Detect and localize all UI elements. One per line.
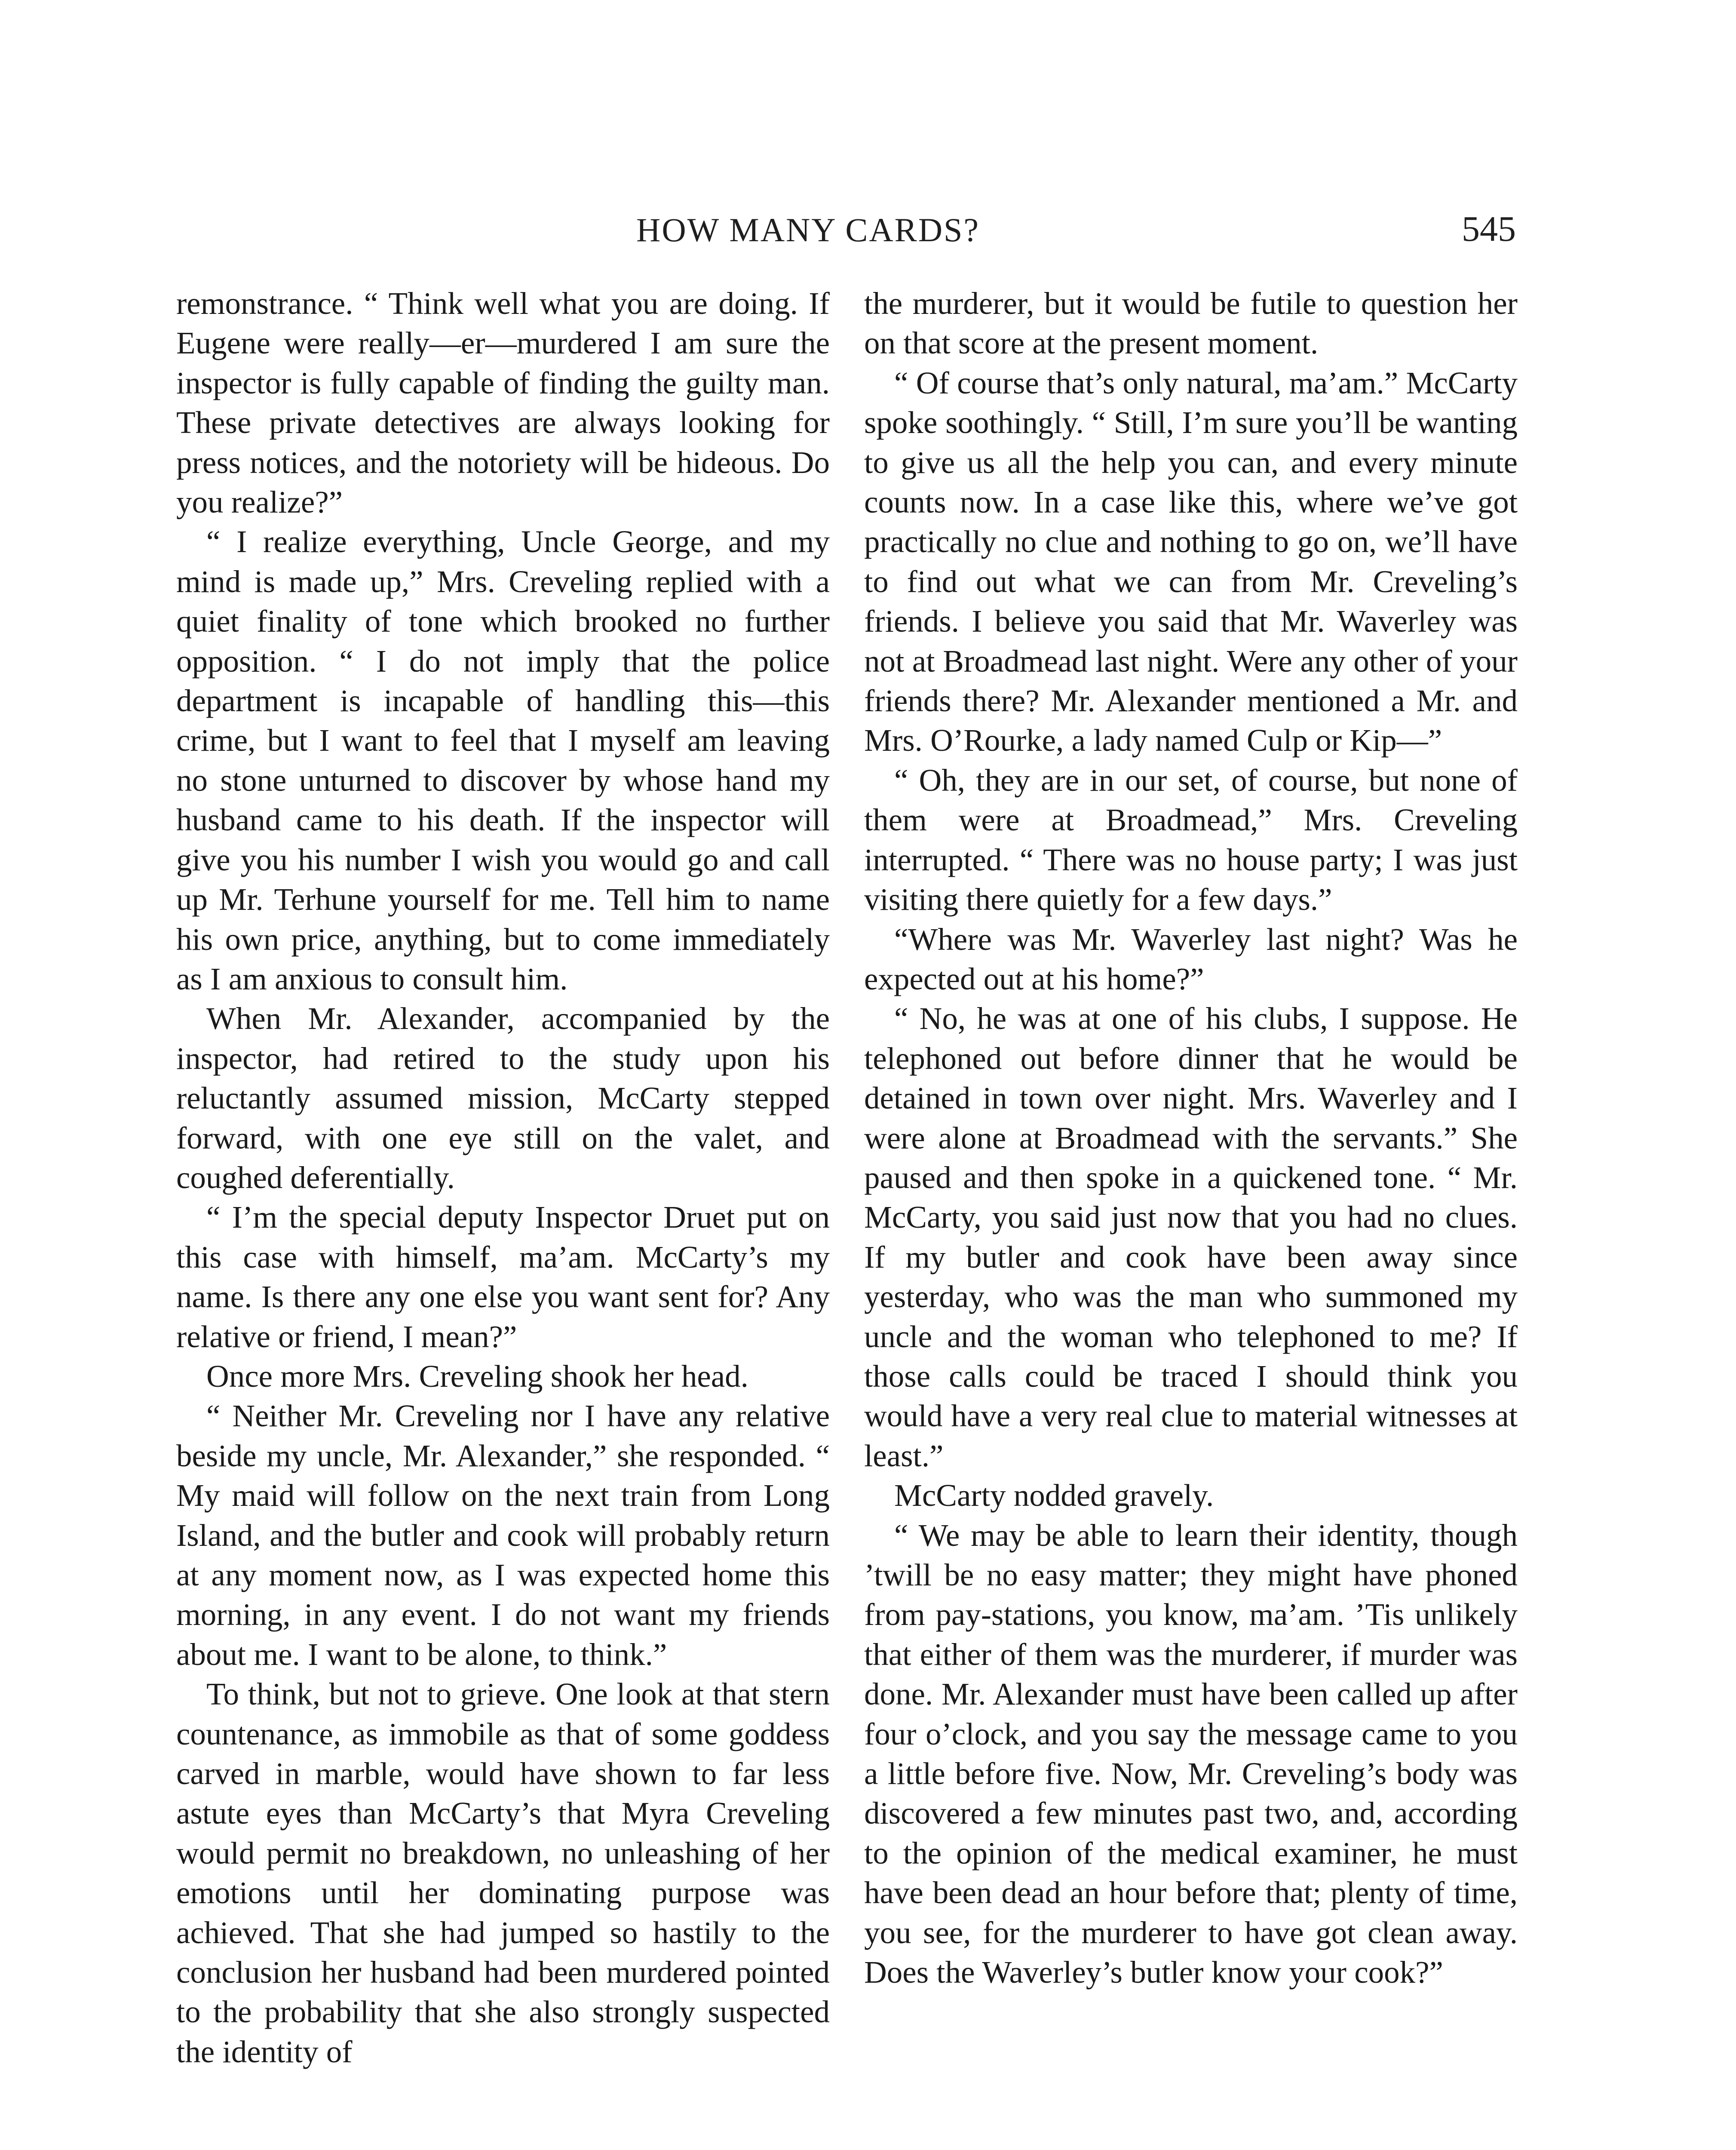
paragraph: the murderer, but it would be futile to question her on that score at the present moment. <box>864 286 1518 361</box>
paragraph: remonstrance. “ Think well what you are doing. If Eugene were really—er—murdered I am sure the inspector is fully capable of finding the guilty man. These private detectives are always looking for press notices, and the notoriety will be hideous. Do you realize?” <box>176 286 830 520</box>
paragraph: “ No, he was at one of his clubs, I suppose. He telephoned out before dinner that he would be detained in town over night. Mrs. Waverley and I were alone at Broadmead with the servants.” She paused and then spoke in a quickened tone. “ Mr. McCarty, you said just now that you had no clues. If my butler and cook have been away since yesterday, who was the man who summoned my uncle and the woman who telephoned to me? If those calls could be traced I should think you would have a very real clue to material witnesses at least.” <box>864 1001 1518 1473</box>
paragraph: When Mr. Alexander, accompanied by the inspector, had retired to the study upon his reluctantly assumed mission, McCarty stepped forward, with one eye still on the valet, and coughed deferentially. <box>176 1001 830 1195</box>
paragraph: “ Of course that’s only natural, ma’am.” McCarty spoke soothingly. “ Still, I’m sure you’ll be wanting to give us all the help you can, and every minute counts now. In a case like this, where we’ve got practically no clue and nothing to go on, we’ll have to find out what we can from Mr. Creveling’s friends. I believe you said that Mr. Waverley was not at Broadmead last night. Were any other of your friends there? Mr. Alexander mentioned a Mr. and Mrs. O’Rourke, a lady named Culp or Kip—” <box>864 365 1518 758</box>
paragraph: “Where was Mr. Waverley last night? Was he expected out at his home?” <box>864 921 1518 996</box>
paragraph: “ We may be able to learn their identity, though ’twill be no easy matter; they might have phoned from pay-stations, you know, ma’am. ’Tis unlikely that either of them was the murderer, if murder was done. Mr. Alexander must have been called up after four o’clock, and you say the message came to you a little before five. Now, Mr. Creveling’s body was discovered a few minutes past two, and, according to the opinion of the medical examiner, he must have been dead an hour before that; plenty of time, you see, for the murderer to have got clean away. Does the Waverley’s butler know your cook?” <box>864 1517 1518 1990</box>
paragraph: McCarty nodded gravely. <box>894 1478 1214 1513</box>
paragraph: Once more Mrs. Creveling shook her head. <box>206 1358 748 1394</box>
paragraph: “ I’m the special deputy Inspector Druet put on this case with himself, ma’am. McCarty’s my name. Is there any one else you want sent for? Any relative or friend, I mean?” <box>176 1200 830 1354</box>
page-number: 545 <box>1462 209 1516 249</box>
paragraph: To think, but not to grieve. One look at that stern countenance, as immobile as that of some goddess carved in marble, would have shown to far less astute eyes than McCarty’s that Myra Creveling would permit no breakdown, no unleashing of her emotions until her dominating purpose was achieved. That she had jumped so hastily to the conclusion her husband had been murdered pointed to the probability that she also strongly suspected the identity of <box>176 1677 830 2069</box>
right-column <box>864 284 1518 1992</box>
paragraph: “ I realize everything, Uncle George, and my mind is made up,” Mrs. Creveling replied with a quiet finality of tone which brooked no further opposition. “ I do not imply that the police department is incapable of handling this—this crime, but I want to feel that I myself am leaving no stone unturned to discover by whose hand my husband came to his death. If the inspector will give you his number I wish you would go and call up Mr. Terhune yourself for me. Tell him to name his own price, anything, but to come immediately as I am anxious to consult him. <box>176 524 830 996</box>
paragraph: “ Neither Mr. Creveling nor I have any relative beside my uncle, Mr. Alexander,” she responded. “ My maid will follow on the next train from Long Island, and the butler and cook will probably return at any moment now, as I was expected home this morning, in any event. I do not want my friends about me. I want to be alone, to think.” <box>176 1398 830 1672</box>
left-column <box>176 284 830 2072</box>
paragraph: “ Oh, they are in our set, of course, but none of them were at Broadmead,” Mrs. Creveling interrupted. “ There was no house party; I was just visiting there quietly for a few days.” <box>864 762 1518 917</box>
running-title: HOW MANY CARDS? <box>636 211 980 249</box>
